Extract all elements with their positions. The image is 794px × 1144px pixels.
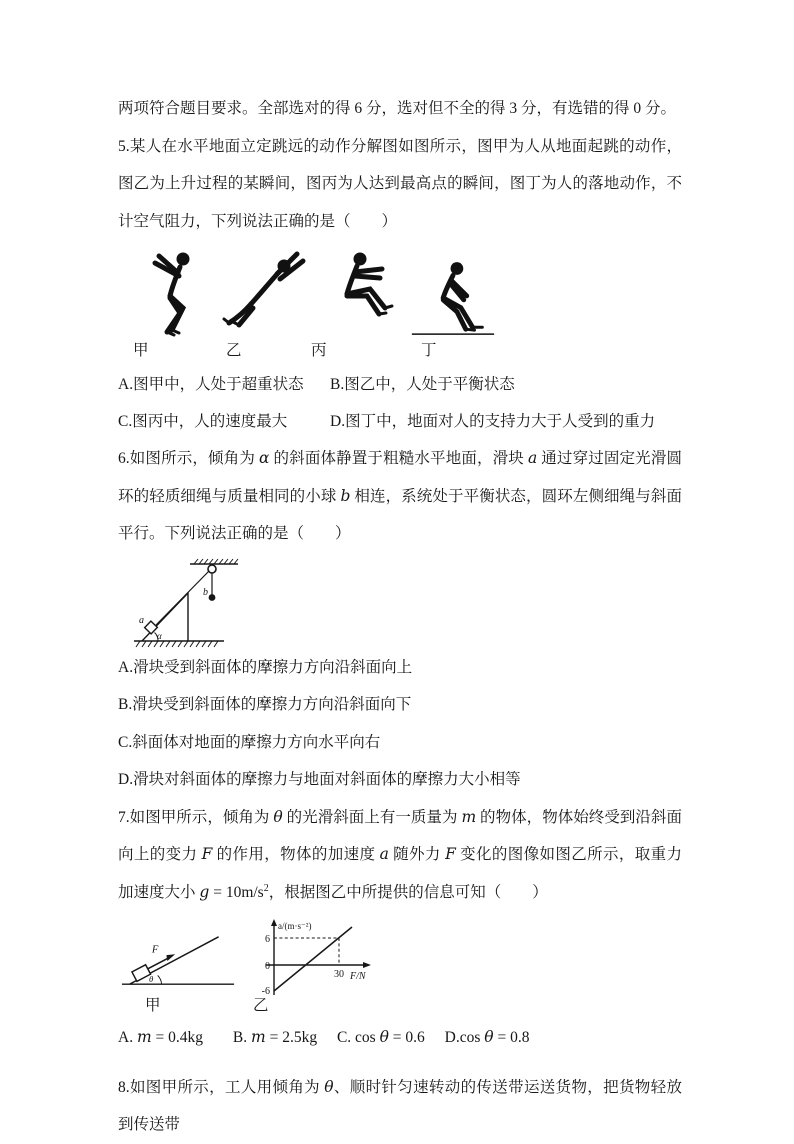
incline-triangle [142, 593, 188, 641]
q6-option-d: D.滑块对斜面体的摩擦力与地面对斜面体的摩擦力大小相等 [118, 771, 521, 788]
jump-pose-peak-tuck [312, 244, 406, 338]
ytick-0: 0 [265, 961, 270, 972]
q7-option-a: A. m = 0.4kg [118, 1028, 204, 1046]
jump-pose-flight [218, 244, 312, 338]
block-a [145, 621, 158, 634]
block-a-label: a [139, 614, 144, 626]
q7-graph-drawing [240, 917, 380, 1005]
intro-line: 两项符合题目要求。全部选对的得 6 分，选对但不全的得 3 分，有选错的得 0 分。 [118, 100, 677, 117]
block [132, 965, 151, 982]
ground-hatch [136, 641, 218, 647]
q7-option-b: B. m = 2.5kg [232, 1028, 318, 1046]
q6-option-a: A.滑块受到斜面体的摩擦力方向沿斜面向上 [118, 658, 413, 676]
q5-option-a: A.图甲中，人处于超重状态 [118, 376, 304, 393]
q5-option-d: D.图丁中，地面对人的支持力大于人受到的重力 [330, 413, 656, 430]
q7-text: 7.如图甲所示，倾角为 θ 的光滑斜面上有一质量为 m 的物体，物体始终受到沿斜面向上的变力 F 的作用，物体的加速度 a 随外力 F 变化的图像如图乙所示，取重力加速度大小 $g = 10m/s^2$，根据图乙中所提供的信息可知（ ） [118, 807, 682, 901]
q7-incline-drawing [120, 929, 236, 991]
ytick-6: 6 [265, 934, 270, 945]
label-ding: 丁 [421, 342, 437, 359]
y-axis-label: a/(m·s⁻²) [278, 921, 312, 931]
jump-pose-landing-drawing [406, 246, 500, 338]
question-8 [118, 1069, 682, 1144]
ball-b-label: b [203, 586, 208, 598]
q5-figure-labels [118, 338, 682, 364]
q6-incline-figure [132, 557, 682, 649]
label-yi: 乙 [253, 997, 269, 1014]
label-jia: 甲 [145, 997, 161, 1014]
q6-text: 6.如图所示，倾角为 α 的斜面体静置于粗糙水平地面，滑块 a 通过穿过固定光滑圆环的轻质细绳与质量相同的小球 b 相连，系统处于平衡状态，圆环左侧细绳与斜面平行。下列说法正确的是（ ） [118, 449, 682, 542]
question-7 [118, 799, 682, 1057]
head [278, 260, 291, 273]
ring-icon [208, 565, 216, 573]
label-yi: 乙 [226, 342, 242, 359]
label-jia: 甲 [133, 342, 149, 359]
angle-theta-label: θ [149, 974, 154, 985]
q5-option-c: C.图丙中，人的速度最大 [118, 413, 288, 430]
q7-option-d: D.cos θ = 0.8 [444, 1028, 530, 1046]
q5-options [118, 366, 682, 440]
q7-figures [120, 917, 682, 997]
q5-text: 5.某人在水平地面立定跳远的动作分解图如图所示，图甲为人从地面起跳的动作，图乙为上升过程的某瞬间，图丙为人达到最高点的瞬间，图丁为人的落地动作，不计空气阻力，下列说法正确的是（ ） [118, 137, 682, 230]
q7-options [118, 1019, 682, 1057]
force-f-label: F [151, 944, 159, 956]
q8-text: 8.如图甲所示，工人用倾角为 θ、顺时针匀速转动的传送带运送货物，把货物轻放到传送带 [118, 1077, 682, 1133]
question-6 [118, 440, 682, 799]
q6-options [118, 649, 682, 799]
xtick-30: 30 [334, 969, 344, 980]
q7-option-c: C. cos θ = 0.6 [336, 1028, 425, 1046]
q6-option-b: B.滑块受到斜面体的摩擦力方向沿斜面向下 [118, 696, 412, 713]
jump-pose-flight-drawing [220, 246, 310, 338]
head [177, 253, 190, 266]
angle-arc [158, 975, 162, 984]
q5-jump-figure [124, 244, 682, 338]
head [354, 253, 367, 266]
x-axis-label: F/N [350, 971, 366, 982]
q5-option-b: B.图乙中，人处于平衡状态 [330, 376, 515, 393]
q6-option-c: C.斜面体对地面的摩擦力方向水平向右 [118, 733, 381, 751]
q7-figure-labels [118, 993, 682, 1019]
data-line [274, 927, 352, 991]
angle-alpha-label: α [157, 630, 162, 641]
jump-pose-takeoff-drawing [126, 246, 216, 338]
q6-incline-drawing [132, 557, 250, 649]
ytick-neg6: -6 [261, 986, 270, 997]
x-axis-arrow [363, 962, 371, 968]
head [451, 262, 464, 275]
y-axis-arrow [271, 919, 277, 926]
label-bing: 丙 [311, 342, 327, 359]
jump-pose-landing [406, 244, 500, 338]
question-5 [118, 128, 682, 441]
ball-b [209, 594, 216, 601]
force-arrow [148, 957, 170, 969]
jump-pose-takeoff [124, 244, 218, 338]
jump-pose-peak-drawing [312, 246, 406, 338]
